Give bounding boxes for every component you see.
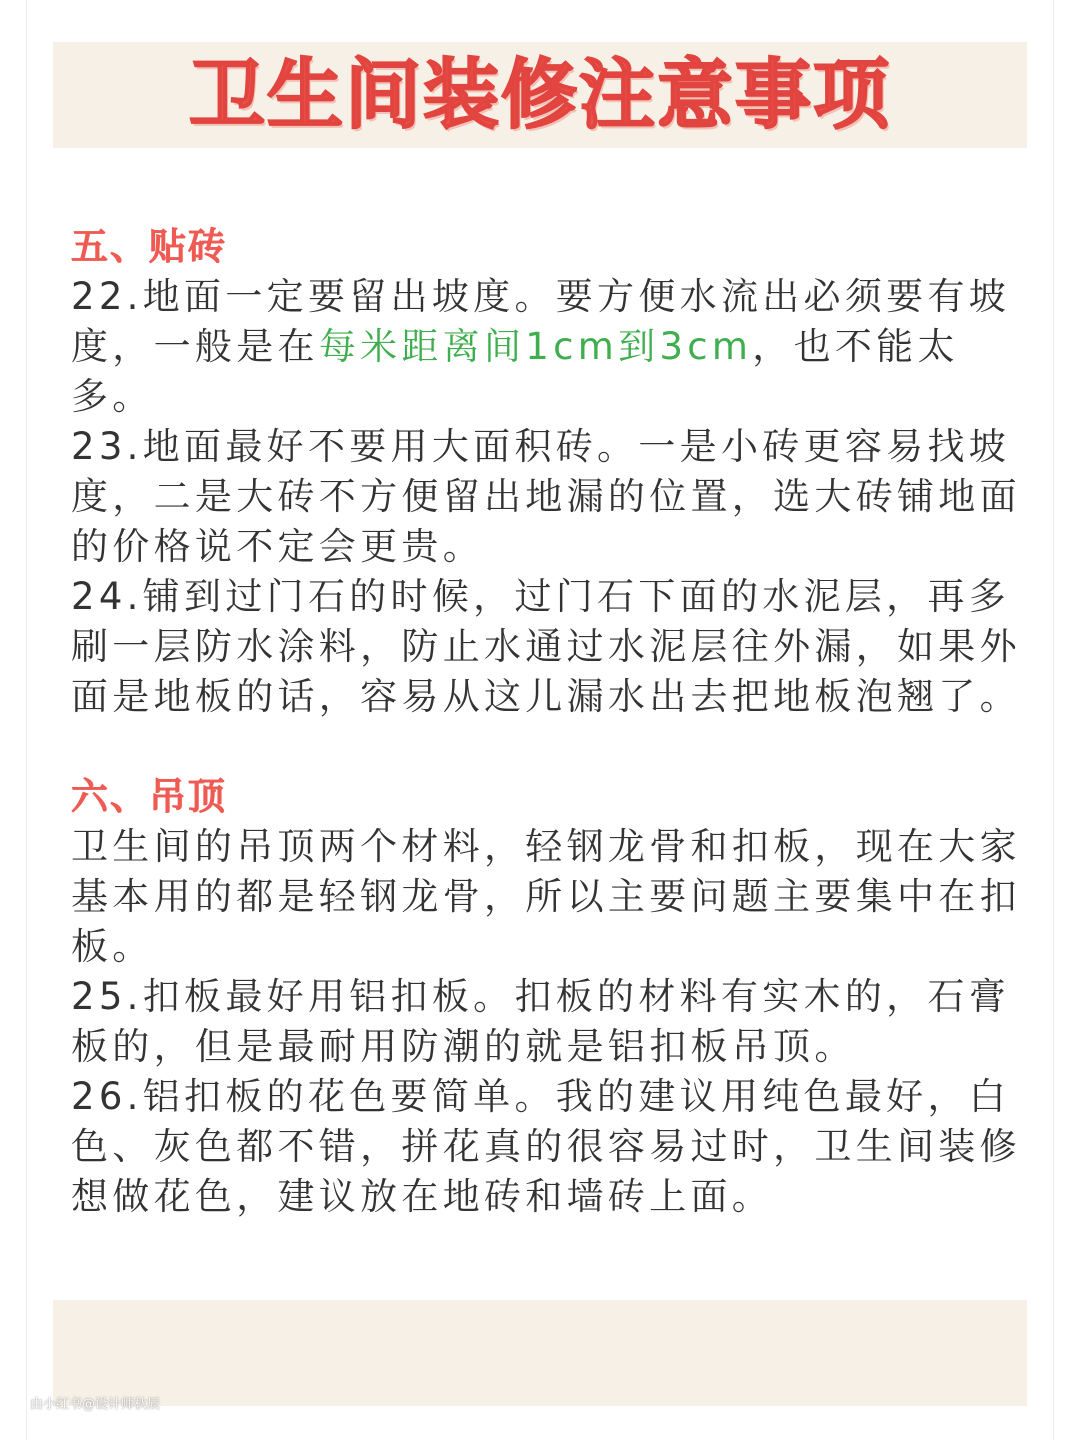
paragraph-25: 25.扣板最好用铝扣板。扣板的材料有实木的，石膏板的，但是最耐用防潮的就是铝扣板吊顶。 — [71, 975, 1011, 1068]
paragraph-24: 24.铺到过门石的时候，过门石下面的水泥层，再多刷一层防水涂料，防止水通过水泥层往外漏，如果外面是地板的话，容易从这儿漏水出去把地板泡翘了。 — [71, 575, 1021, 718]
watermark: 由小红书@设计师秋辰 — [30, 1397, 161, 1412]
article-content — [71, 222, 1021, 1222]
paragraph-23: 23.地面最好不要用大面积砖。一是小砖更容易找坡度，二是大砖不方便留出地漏的位置，选大砖铺地面的价格说不定会更贵。 — [71, 425, 1021, 568]
page-title: 卫生间装修注意事项 — [189, 50, 891, 139]
paragraph-22 — [71, 272, 1021, 422]
footer-banner — [53, 1300, 1027, 1406]
slope-highlight: 每米距离间1cm到3cm — [318, 325, 753, 368]
title-banner — [53, 42, 1027, 148]
left-border-line — [26, 0, 27, 1440]
section-heading-tiles: 五、贴砖 — [71, 225, 227, 268]
right-border-line — [1053, 0, 1054, 1440]
section-spacer — [71, 722, 1021, 772]
paragraph-ceiling-intro: 卫生间的吊顶两个材料，轻钢龙骨和扣板，现在大家基本用的都是轻钢龙骨，所以主要问题主要集中在扣板。 — [71, 825, 1021, 968]
paragraph-22-tail: ，也不能太多。 — [71, 325, 959, 418]
paragraph-22-text: 22.地面一定要留出坡度。要方便水流出必须要有坡度，一般是在 — [71, 275, 1011, 368]
paragraph-26: 26.铝扣板的花色要简单。我的建议用纯色最好，白色、灰色都不错，拼花真的很容易过时，卫生间装修想做花色，建议放在地砖和墙砖上面。 — [71, 1075, 1021, 1218]
section-heading-ceiling: 六、吊顶 — [71, 775, 227, 818]
